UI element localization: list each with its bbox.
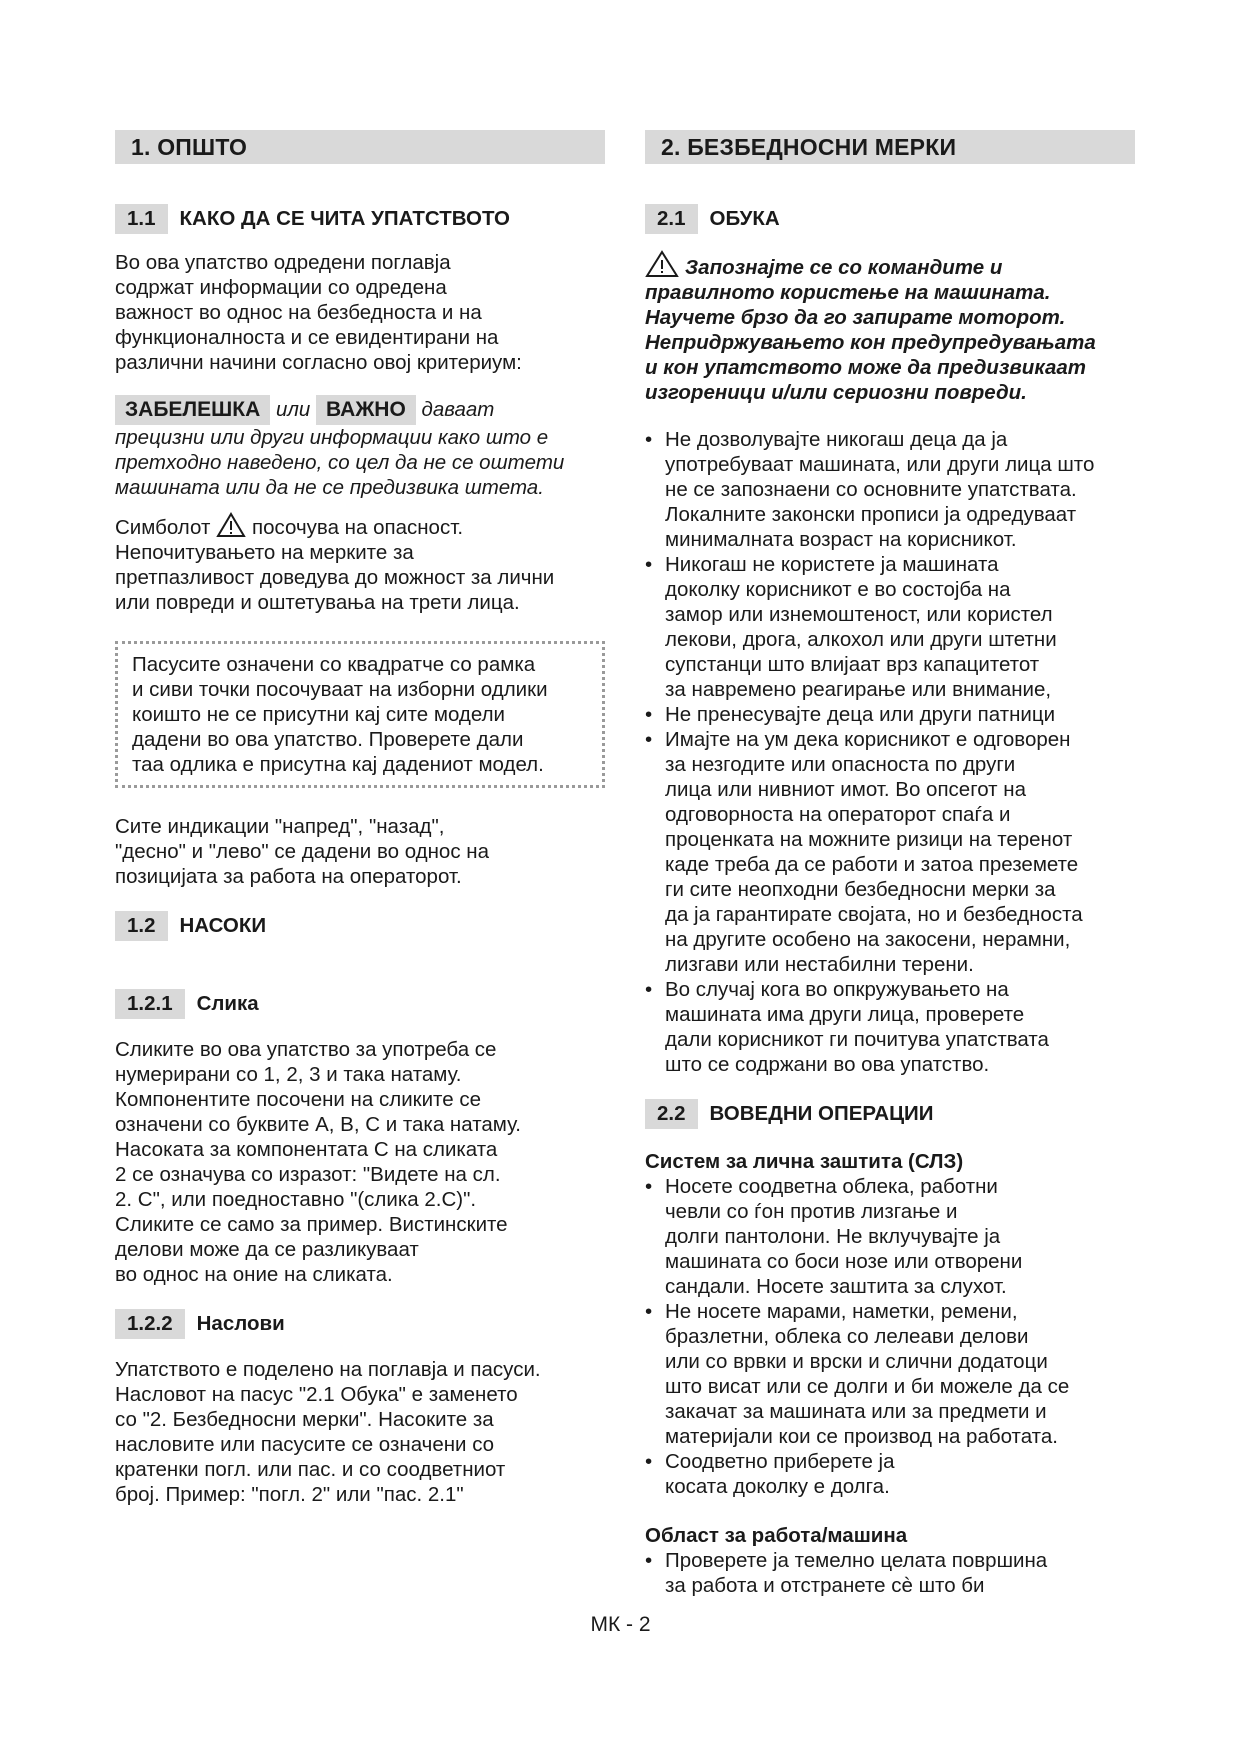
symbol-paragraph: Симболот посочува на опасност. Непочитувањето на мерките за претпазливост доведува до можност за лични или повреди и оштетувања на трети лица. [115, 512, 605, 615]
note-paragraph: ЗАБЕЛЕШКА или ВАЖНО даваат прецизни или други информации како што е претходно наведено, со цел да не се оштети машината или да не се предизвика штета. [115, 395, 605, 500]
warning-triangle-icon [216, 512, 246, 538]
optional-features-box: Пасусите означени со квадратче со рамка и сиви точки посочуваат на изборни одлики коишто не се присутни кај сите модели дадени во ова упатство. Проверете дали таа одлика е присутна кај дадениот модел. [115, 641, 605, 788]
intro-paragraph: Во ова упатство одредени поглавја содржат информации со одредена важност во однос на безбедноста и на функционалноста и се евидентирани на различни начини согласно овој критериум: [115, 251, 522, 374]
list-item: • Носете соодветна облека, работни чевли со ѓон против лизгање и долги пантолони. Не вклучувајте ја машината со боси нозе или отворени сандали. Носете заштита за слухот. [645, 1174, 1135, 1299]
list-item: • Во случај кога во опкружувањето на машината има други лица, проверете дали корисникот ги почитува упатствата што се содржани во ова упатство. [645, 977, 1135, 1077]
training-list [645, 427, 1135, 1077]
subsection-1-2-1-heading: 1.2.1 Слика [115, 989, 605, 1019]
list-item: • Имајте на ум дека корисникот е одговорен за незгодите или опасноста по други лица или нивниот имот. Во опсегот на одговорноста на операторот спаѓа и проценката на можните ризици на теренот каде треба да се работи и затоа преземете ги сите неопходни безбедносни мерки за да ја гарантирате својата, но и безбедноста на другите особено на закосени, нерамни, лизгави или нестабилни терени. [645, 727, 1135, 977]
subsection-1-2-heading: 1.2 НАСОКИ [115, 911, 605, 941]
list-item: • Проверете ја темелно целата површина за работа и отстранете сè што би [645, 1548, 1135, 1598]
training-warning: Запознајте се со командите и правилното користење на машината. Научете брзо да го запирате моторот. Непридржувањето кон предупредувањата и кон упатството може да предизвикаат изгореници и/или сериозни повреди. [645, 250, 1135, 405]
list-item: • Не дозволувајте никогаш деца да ја употребуваат машината, или други лица што не се запознаени со основните упатствата. Локалните законски прописи ја одредуваат минималната возраст на корисникот. [645, 427, 1135, 552]
note-tag: ЗАБЕЛЕШКА [115, 395, 270, 425]
right-column [645, 130, 1135, 1598]
work-area-list [645, 1548, 1135, 1598]
section-1-title: ОПШТО [157, 134, 248, 160]
section-1-number: 1. [131, 134, 151, 160]
subsection-1-1-title: КАКО ДА СЕ ЧИТА УПАТСТВОТО [179, 207, 510, 230]
subsection-2-1-heading: 2.1 ОБУКА [645, 204, 1135, 234]
directions-paragraph: Сите индикации "напред", "назад", "десно" и "лево" се дадени во однос на позицијата за работа на операторот. [115, 815, 490, 888]
section-2-heading: 2. БЕЗБЕДНОСНИ МЕРКИ [645, 130, 1135, 164]
list-item: • Никогаш не користете ја машината доколку корисникот е во состојба на замор или изнемоштеност, или користел лекови, дрога, алкохол или други штетни супстанци што влијаат врз капацитетот за навремено реагирање или внимание, [645, 552, 1135, 702]
section-1-heading [115, 130, 605, 164]
warning-triangle-icon [645, 250, 679, 278]
list-item: • Соодветно приберете ја косата доколку е долга. [645, 1449, 1135, 1499]
important-tag: ВАЖНО [316, 395, 416, 425]
subsection-1-1-heading [115, 204, 605, 234]
ppe-list [645, 1174, 1135, 1499]
titles-paragraph: Упатството е поделено на поглавја и пасуси. Насловот на пасус "2.1 Обука" е заменето со "2. Безбедносни мерки". Насоките за насловите или пасусите се означени со кратенки погл. или пас. и со соодветниот број. Пример: "погл. 2" или "пас. 2.1" [115, 1358, 541, 1506]
figures-paragraph: Сликите во ова упатство за употреба се нумерирани со 1, 2, 3 и така натаму. Компонентите посочени на сликите се означени со буквите A, B, C и така натаму. Насоката за компонентата C на сликата 2 се означува со изразот: "Видете на сл. 2. C", или поедноставно "(слика 2.C)". Сликите се само за пример. Вистинските делови може да се разликуваат во однос на оние на сликата. [115, 1038, 521, 1286]
left-column [115, 130, 605, 1507]
work-area-heading: Област за работа/машина [645, 1524, 908, 1547]
ppe-heading: Систем за лична заштита (СЛЗ) [645, 1150, 964, 1173]
page-number: МК - 2 [590, 1613, 651, 1636]
subsection-1-2-2-heading: 1.2.2 Наслови [115, 1309, 605, 1339]
subsection-2-2-heading: 2.2 ВОВЕДНИ ОПЕРАЦИИ [645, 1099, 1135, 1129]
list-item: • Не носете марами, наметки, ремени, бразлетни, облека со лелеави делови или со врвки и врски и слични додатоци што висат или се долги и би можеле да се закачат за машината или за предмети и материјали кои се производ на работата. [645, 1299, 1135, 1449]
subsection-1-1-number: 1.1 [115, 204, 168, 234]
list-item: • Не пренесувајте деца или други патници [645, 702, 1135, 727]
